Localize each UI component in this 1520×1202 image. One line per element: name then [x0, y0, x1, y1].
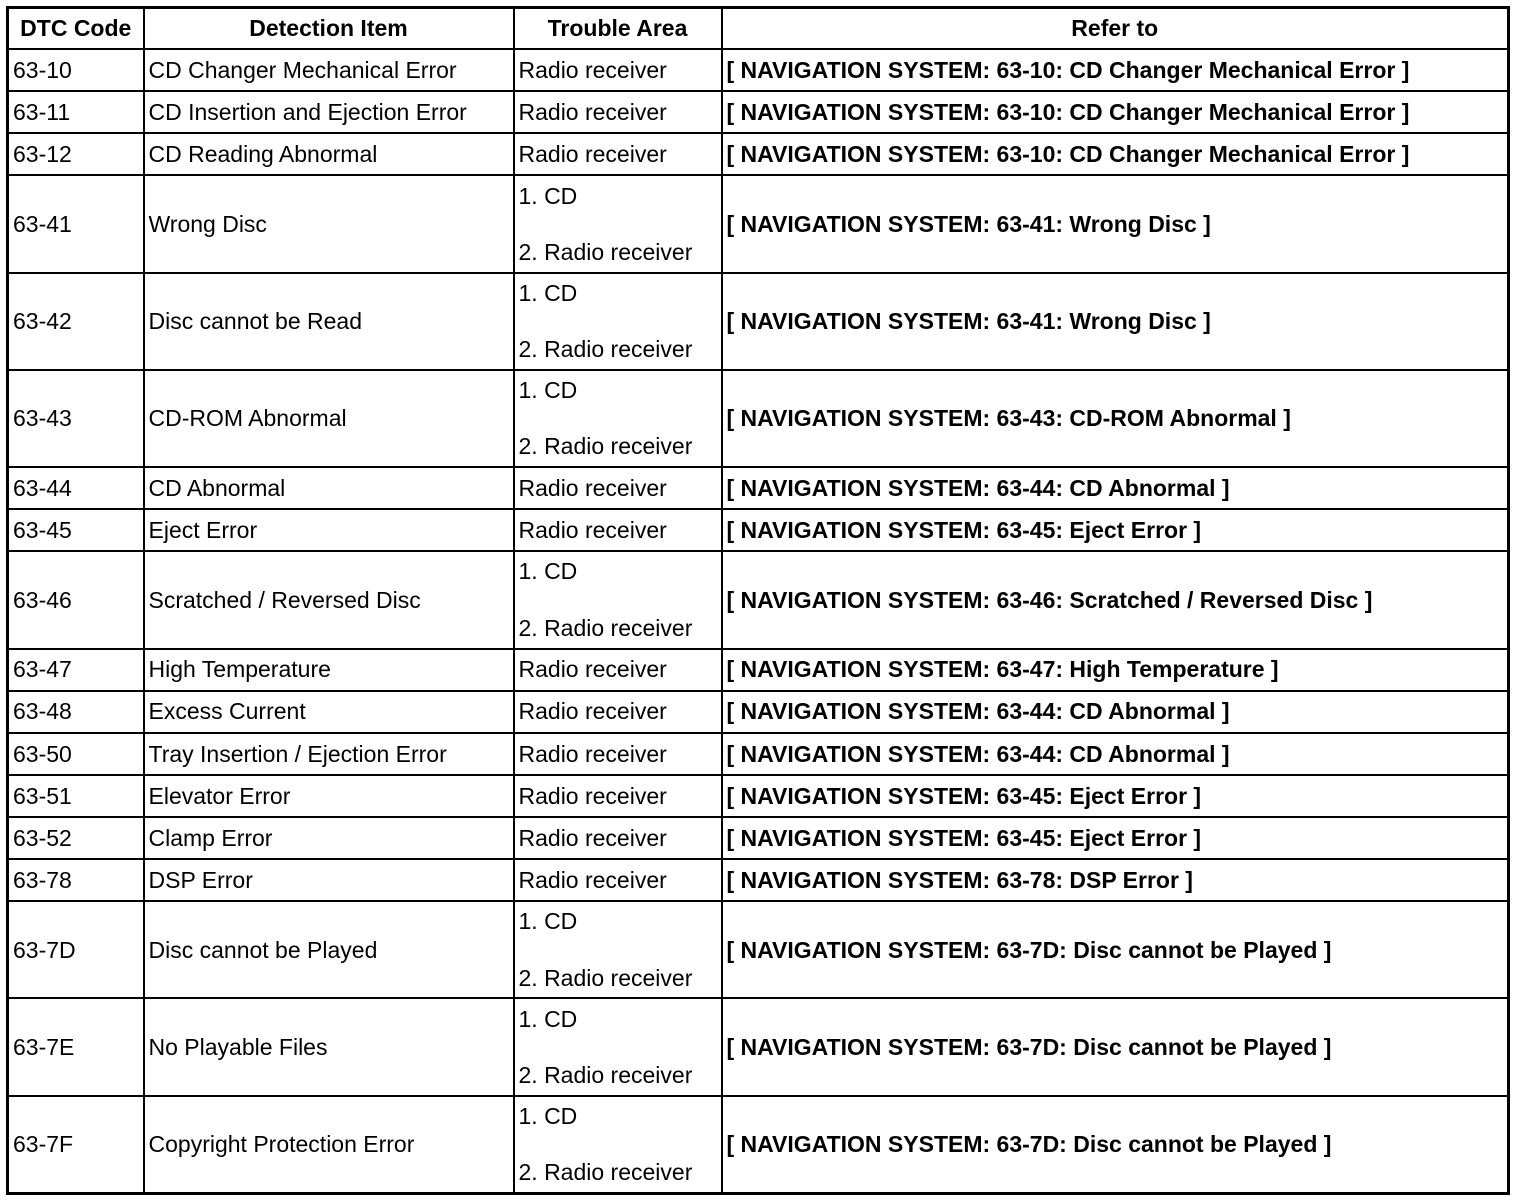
trouble-area-line: Radio receiver — [518, 141, 667, 168]
trouble-area-cell — [514, 133, 722, 175]
table-row — [8, 370, 1509, 467]
header-dtc-code: DTC Code — [8, 8, 144, 50]
trouble-area-line: 1. CD — [518, 182, 578, 209]
table-row — [8, 733, 1509, 775]
dtc-code-cell: 63-43 — [8, 370, 144, 467]
detection-item-cell: Eject Error — [144, 509, 514, 551]
table-row — [8, 775, 1509, 817]
trouble-area-cell — [514, 775, 722, 817]
table-row — [8, 998, 1509, 1095]
detection-item-cell: Scratched / Reversed Disc — [144, 551, 514, 648]
detection-item-cell: Clamp Error — [144, 817, 514, 859]
trouble-area-cell — [514, 817, 722, 859]
dtc-code-cell: 63-7E — [8, 998, 144, 1095]
refer-to-cell: [ NAVIGATION SYSTEM: 63-47: High Temperature ] — [722, 649, 1509, 691]
trouble-area-line: 2. Radio receiver — [518, 964, 693, 991]
dtc-code-cell: 63-48 — [8, 691, 144, 733]
refer-to-cell: [ NAVIGATION SYSTEM: 63-43: CD-ROM Abnormal ] — [722, 370, 1509, 467]
refer-to-cell: [ NAVIGATION SYSTEM: 63-46: Scratched / Reversed Disc ] — [722, 551, 1509, 648]
trouble-area-cell — [514, 691, 722, 733]
refer-to-cell: [ NAVIGATION SYSTEM: 63-7D: Disc cannot be Played ] — [722, 901, 1509, 998]
table-row — [8, 175, 1509, 272]
dtc-code-cell: 63-44 — [8, 467, 144, 509]
trouble-area-line: Radio receiver — [518, 866, 667, 893]
trouble-area-line: Radio receiver — [518, 517, 667, 544]
detection-item-cell: Excess Current — [144, 691, 514, 733]
refer-to-cell: [ NAVIGATION SYSTEM: 63-45: Eject Error ] — [722, 775, 1509, 817]
refer-to-cell: [ NAVIGATION SYSTEM: 63-44: CD Abnormal ] — [722, 467, 1509, 509]
header-detection-item: Detection Item — [144, 8, 514, 50]
trouble-area-cell — [514, 733, 722, 775]
trouble-area-cell — [514, 901, 722, 998]
detection-item-cell: CD Abnormal — [144, 467, 514, 509]
trouble-area-cell — [514, 859, 722, 901]
trouble-area-line: 2. Radio receiver — [518, 614, 693, 641]
trouble-area-cell — [514, 551, 722, 648]
table-row — [8, 273, 1509, 370]
table-row — [8, 859, 1509, 901]
trouble-area-cell — [514, 467, 722, 509]
table-row — [8, 901, 1509, 998]
trouble-area-line: 1. CD — [518, 908, 578, 935]
detection-item-cell: CD Reading Abnormal — [144, 133, 514, 175]
dtc-code-cell: 63-78 — [8, 859, 144, 901]
trouble-area-cell — [514, 1096, 722, 1194]
trouble-area-line: 2. Radio receiver — [518, 336, 693, 363]
detection-item-cell: CD Changer Mechanical Error — [144, 49, 514, 91]
dtc-code-cell: 63-41 — [8, 175, 144, 272]
table-row — [8, 133, 1509, 175]
dtc-code-cell: 63-42 — [8, 273, 144, 370]
dtc-code-cell: 63-11 — [8, 91, 144, 133]
trouble-area-line: 1. CD — [518, 558, 578, 585]
dtc-code-cell: 63-51 — [8, 775, 144, 817]
header-refer-to: Refer to — [722, 8, 1509, 50]
header-trouble-area: Trouble Area — [514, 8, 722, 50]
trouble-area-line: 1. CD — [518, 1102, 578, 1129]
refer-to-cell: [ NAVIGATION SYSTEM: 63-7D: Disc cannot be Played ] — [722, 998, 1509, 1095]
trouble-area-line: Radio receiver — [518, 740, 667, 767]
detection-item-cell: Disc cannot be Read — [144, 273, 514, 370]
trouble-area-cell — [514, 91, 722, 133]
trouble-area-cell — [514, 273, 722, 370]
detection-item-cell: Disc cannot be Played — [144, 901, 514, 998]
detection-item-cell: Copyright Protection Error — [144, 1096, 514, 1194]
table-header-row — [8, 8, 1509, 50]
trouble-area-cell — [514, 175, 722, 272]
trouble-area-line: 2. Radio receiver — [518, 433, 693, 460]
table-row — [8, 467, 1509, 509]
dtc-code-cell: 63-52 — [8, 817, 144, 859]
table-row — [8, 817, 1509, 859]
trouble-area-line: 1. CD — [518, 377, 578, 404]
dtc-code-cell: 63-45 — [8, 509, 144, 551]
refer-to-cell: [ NAVIGATION SYSTEM: 63-45: Eject Error ] — [722, 509, 1509, 551]
trouble-area-line: Radio receiver — [518, 474, 667, 501]
refer-to-cell: [ NAVIGATION SYSTEM: 63-44: CD Abnormal ] — [722, 733, 1509, 775]
table-body — [8, 49, 1509, 1194]
trouble-area-line: Radio receiver — [518, 782, 667, 809]
detection-item-cell: Elevator Error — [144, 775, 514, 817]
trouble-area-cell — [514, 370, 722, 467]
trouble-area-cell — [514, 998, 722, 1095]
dtc-code-cell: 63-12 — [8, 133, 144, 175]
refer-to-cell: [ NAVIGATION SYSTEM: 63-7D: Disc cannot be Played ] — [722, 1096, 1509, 1194]
trouble-area-line: Radio receiver — [518, 56, 667, 83]
trouble-area-cell — [514, 509, 722, 551]
refer-to-cell: [ NAVIGATION SYSTEM: 63-41: Wrong Disc ] — [722, 175, 1509, 272]
trouble-area-line: Radio receiver — [518, 98, 667, 125]
trouble-area-line: Radio receiver — [518, 824, 667, 851]
refer-to-cell: [ NAVIGATION SYSTEM: 63-44: CD Abnormal ] — [722, 691, 1509, 733]
refer-to-cell: [ NAVIGATION SYSTEM: 63-41: Wrong Disc ] — [722, 273, 1509, 370]
trouble-area-line: 2. Radio receiver — [518, 1062, 693, 1089]
detection-item-cell: No Playable Files — [144, 998, 514, 1095]
table-row — [8, 509, 1509, 551]
detection-item-cell: CD Insertion and Ejection Error — [144, 91, 514, 133]
refer-to-cell: [ NAVIGATION SYSTEM: 63-10: CD Changer Mechanical Error ] — [722, 49, 1509, 91]
trouble-area-line: 1. CD — [518, 279, 578, 306]
trouble-area-line: 1. CD — [518, 1005, 578, 1032]
detection-item-cell: Wrong Disc — [144, 175, 514, 272]
refer-to-cell: [ NAVIGATION SYSTEM: 63-45: Eject Error ] — [722, 817, 1509, 859]
trouble-area-line: Radio receiver — [518, 698, 667, 725]
table-row — [8, 691, 1509, 733]
table-row — [8, 91, 1509, 133]
dtc-code-cell: 63-50 — [8, 733, 144, 775]
refer-to-cell: [ NAVIGATION SYSTEM: 63-78: DSP Error ] — [722, 859, 1509, 901]
table-row — [8, 1096, 1509, 1194]
trouble-area-cell — [514, 49, 722, 91]
detection-item-cell: High Temperature — [144, 649, 514, 691]
table-row — [8, 551, 1509, 648]
refer-to-cell: [ NAVIGATION SYSTEM: 63-10: CD Changer Mechanical Error ] — [722, 133, 1509, 175]
detection-item-cell: DSP Error — [144, 859, 514, 901]
table-row — [8, 649, 1509, 691]
trouble-area-cell — [514, 649, 722, 691]
detection-item-cell: Tray Insertion / Ejection Error — [144, 733, 514, 775]
dtc-code-cell: 63-46 — [8, 551, 144, 648]
trouble-area-line: 2. Radio receiver — [518, 238, 693, 265]
dtc-code-cell: 63-47 — [8, 649, 144, 691]
dtc-code-cell: 63-7F — [8, 1096, 144, 1194]
detection-item-cell: CD-ROM Abnormal — [144, 370, 514, 467]
dtc-table — [6, 6, 1510, 1195]
table-row — [8, 49, 1509, 91]
trouble-area-line: 2. Radio receiver — [518, 1159, 693, 1186]
refer-to-cell: [ NAVIGATION SYSTEM: 63-10: CD Changer Mechanical Error ] — [722, 91, 1509, 133]
trouble-area-line: Radio receiver — [518, 656, 667, 683]
dtc-code-cell: 63-7D — [8, 901, 144, 998]
dtc-code-cell: 63-10 — [8, 49, 144, 91]
